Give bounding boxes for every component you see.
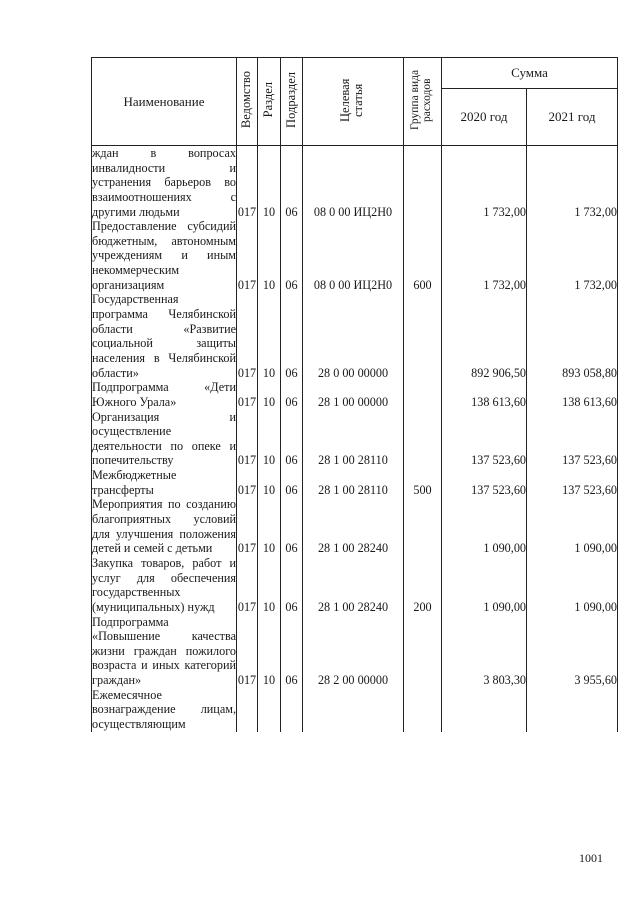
row-target-article: 28 1 00 00000	[303, 380, 404, 409]
row-subsection: 06	[281, 497, 303, 556]
row-expense-group	[404, 292, 442, 380]
table-row	[92, 468, 618, 497]
row-department: 017	[237, 292, 258, 380]
table-row	[92, 292, 618, 380]
table-row	[92, 146, 618, 220]
row-sum-2021: 1 090,00	[527, 497, 618, 556]
row-target-article: 28 0 00 00000	[303, 292, 404, 380]
row-section: 10	[258, 292, 281, 380]
table-row	[92, 688, 618, 732]
row-department: 017	[237, 380, 258, 409]
row-expense-group	[404, 146, 442, 220]
row-target-article: 28 1 00 28110	[303, 410, 404, 469]
row-name: Ежемесячное вознаграждение лицам, осуществляющим	[92, 687, 236, 731]
row-section: 10	[258, 556, 281, 615]
row-name: Организация и осуществление деятельности по опеке и попечительству	[92, 409, 236, 468]
row-sum-2021: 137 523,60	[527, 410, 618, 469]
row-target-article: 28 1 00 28110	[303, 468, 404, 497]
row-sum-2020: 1 090,00	[442, 556, 527, 615]
row-name: Государственная программа Челябинской области «Развитие социальной защиты населения в Челябинской области»	[92, 292, 236, 380]
row-sum-2020	[442, 688, 527, 732]
header-sum: Сумма	[442, 58, 618, 89]
header-year-2020: 2020 год	[442, 89, 527, 146]
row-section: 10	[258, 468, 281, 497]
row-department: 017	[237, 497, 258, 556]
row-subsection: 06	[281, 146, 303, 220]
header-subsection: Подраздел	[281, 58, 303, 146]
header-section: Раздел	[258, 58, 281, 146]
row-sum-2021: 137 523,60	[527, 468, 618, 497]
row-subsection: 06	[281, 615, 303, 688]
row-section: 10	[258, 219, 281, 292]
row-sum-2021: 893 058,80	[527, 292, 618, 380]
row-name: Предоставление субсидий бюджетным, автономным учреждениям и иным некоммерческим организациям	[92, 219, 236, 292]
budget-page	[91, 57, 618, 732]
row-name: Мероприятия по созданию благоприятных условий для улучшения положения детей и семей с детьми	[92, 497, 236, 556]
row-department: 017	[237, 468, 258, 497]
row-section: 10	[258, 497, 281, 556]
row-expense-group: 600	[404, 219, 442, 292]
row-section: 10	[258, 410, 281, 469]
row-expense-group	[404, 380, 442, 409]
row-target-article: 28 1 00 28240	[303, 556, 404, 615]
row-expense-group	[404, 615, 442, 688]
row-sum-2020: 137 523,60	[442, 410, 527, 469]
row-department: 017	[237, 219, 258, 292]
row-sum-2020: 1 090,00	[442, 497, 527, 556]
table-row	[92, 615, 618, 688]
row-department: 017	[237, 615, 258, 688]
row-expense-group	[404, 497, 442, 556]
row-sum-2020: 138 613,60	[442, 380, 527, 409]
row-name: Межбюджетные трансферты	[92, 468, 237, 497]
page-number: 1001	[579, 851, 603, 865]
row-expense-group: 200	[404, 556, 442, 615]
row-sum-2020: 137 523,60	[442, 468, 527, 497]
row-section: 10	[258, 615, 281, 688]
row-subsection: 06	[281, 292, 303, 380]
row-expense-group	[404, 410, 442, 469]
budget-table	[91, 57, 618, 732]
row-target-article: 08 0 00 ИЦ2Н0	[303, 146, 404, 220]
row-subsection: 06	[281, 556, 303, 615]
row-department: 017	[237, 146, 258, 220]
row-expense-group	[404, 688, 442, 732]
header-year-2021: 2021 год	[527, 89, 618, 146]
header-expense-group: Группа вида расходов	[404, 58, 442, 146]
table-row	[92, 380, 618, 409]
row-name: Подпрограмма «Повышение качества жизни граждан пожилого возраста и иных категорий граждан»	[92, 614, 236, 688]
row-sum-2020: 3 803,30	[442, 615, 527, 688]
row-subsection: 06	[281, 380, 303, 409]
table-row	[92, 410, 618, 469]
row-section: 10	[258, 146, 281, 220]
table-row	[92, 556, 618, 615]
row-sum-2020: 1 732,00	[442, 146, 527, 220]
row-name: Закупка товаров, работ и услуг для обеспечения государственных (муниципальных) нужд	[92, 555, 236, 614]
row-department	[237, 688, 258, 732]
table-row	[92, 497, 618, 556]
row-sum-2021: 1 090,00	[527, 556, 618, 615]
row-sum-2021: 138 613,60	[527, 380, 618, 409]
row-name: Подпрограмма «Дети Южного Урала»	[92, 380, 236, 409]
row-department: 017	[237, 410, 258, 469]
row-subsection	[281, 688, 303, 732]
row-sum-2021: 3 955,60	[527, 615, 618, 688]
row-name: ждан в вопросах инвалидности и устранения барьеров во взаимоотношениях с другими людьми	[92, 146, 236, 219]
table-row	[92, 219, 618, 292]
row-target-article: 08 0 00 ИЦ2Н0	[303, 219, 404, 292]
row-department: 017	[237, 556, 258, 615]
row-sum-2021	[527, 688, 618, 732]
row-section	[258, 688, 281, 732]
row-target-article: 28 2 00 00000	[303, 615, 404, 688]
header-department: Ведомство	[237, 58, 258, 146]
header-name: Наименование	[92, 58, 237, 146]
row-sum-2020: 1 732,00	[442, 219, 527, 292]
row-subsection: 06	[281, 219, 303, 292]
row-target-article: 28 1 00 28240	[303, 497, 404, 556]
row-sum-2021: 1 732,00	[527, 146, 618, 220]
row-subsection: 06	[281, 410, 303, 469]
row-expense-group: 500	[404, 468, 442, 497]
row-target-article	[303, 688, 404, 732]
header-target-article: Целевая статья	[303, 58, 404, 146]
row-sum-2020: 892 906,50	[442, 292, 527, 380]
row-sum-2021: 1 732,00	[527, 219, 618, 292]
row-section: 10	[258, 380, 281, 409]
header-row	[92, 58, 618, 89]
row-subsection: 06	[281, 468, 303, 497]
